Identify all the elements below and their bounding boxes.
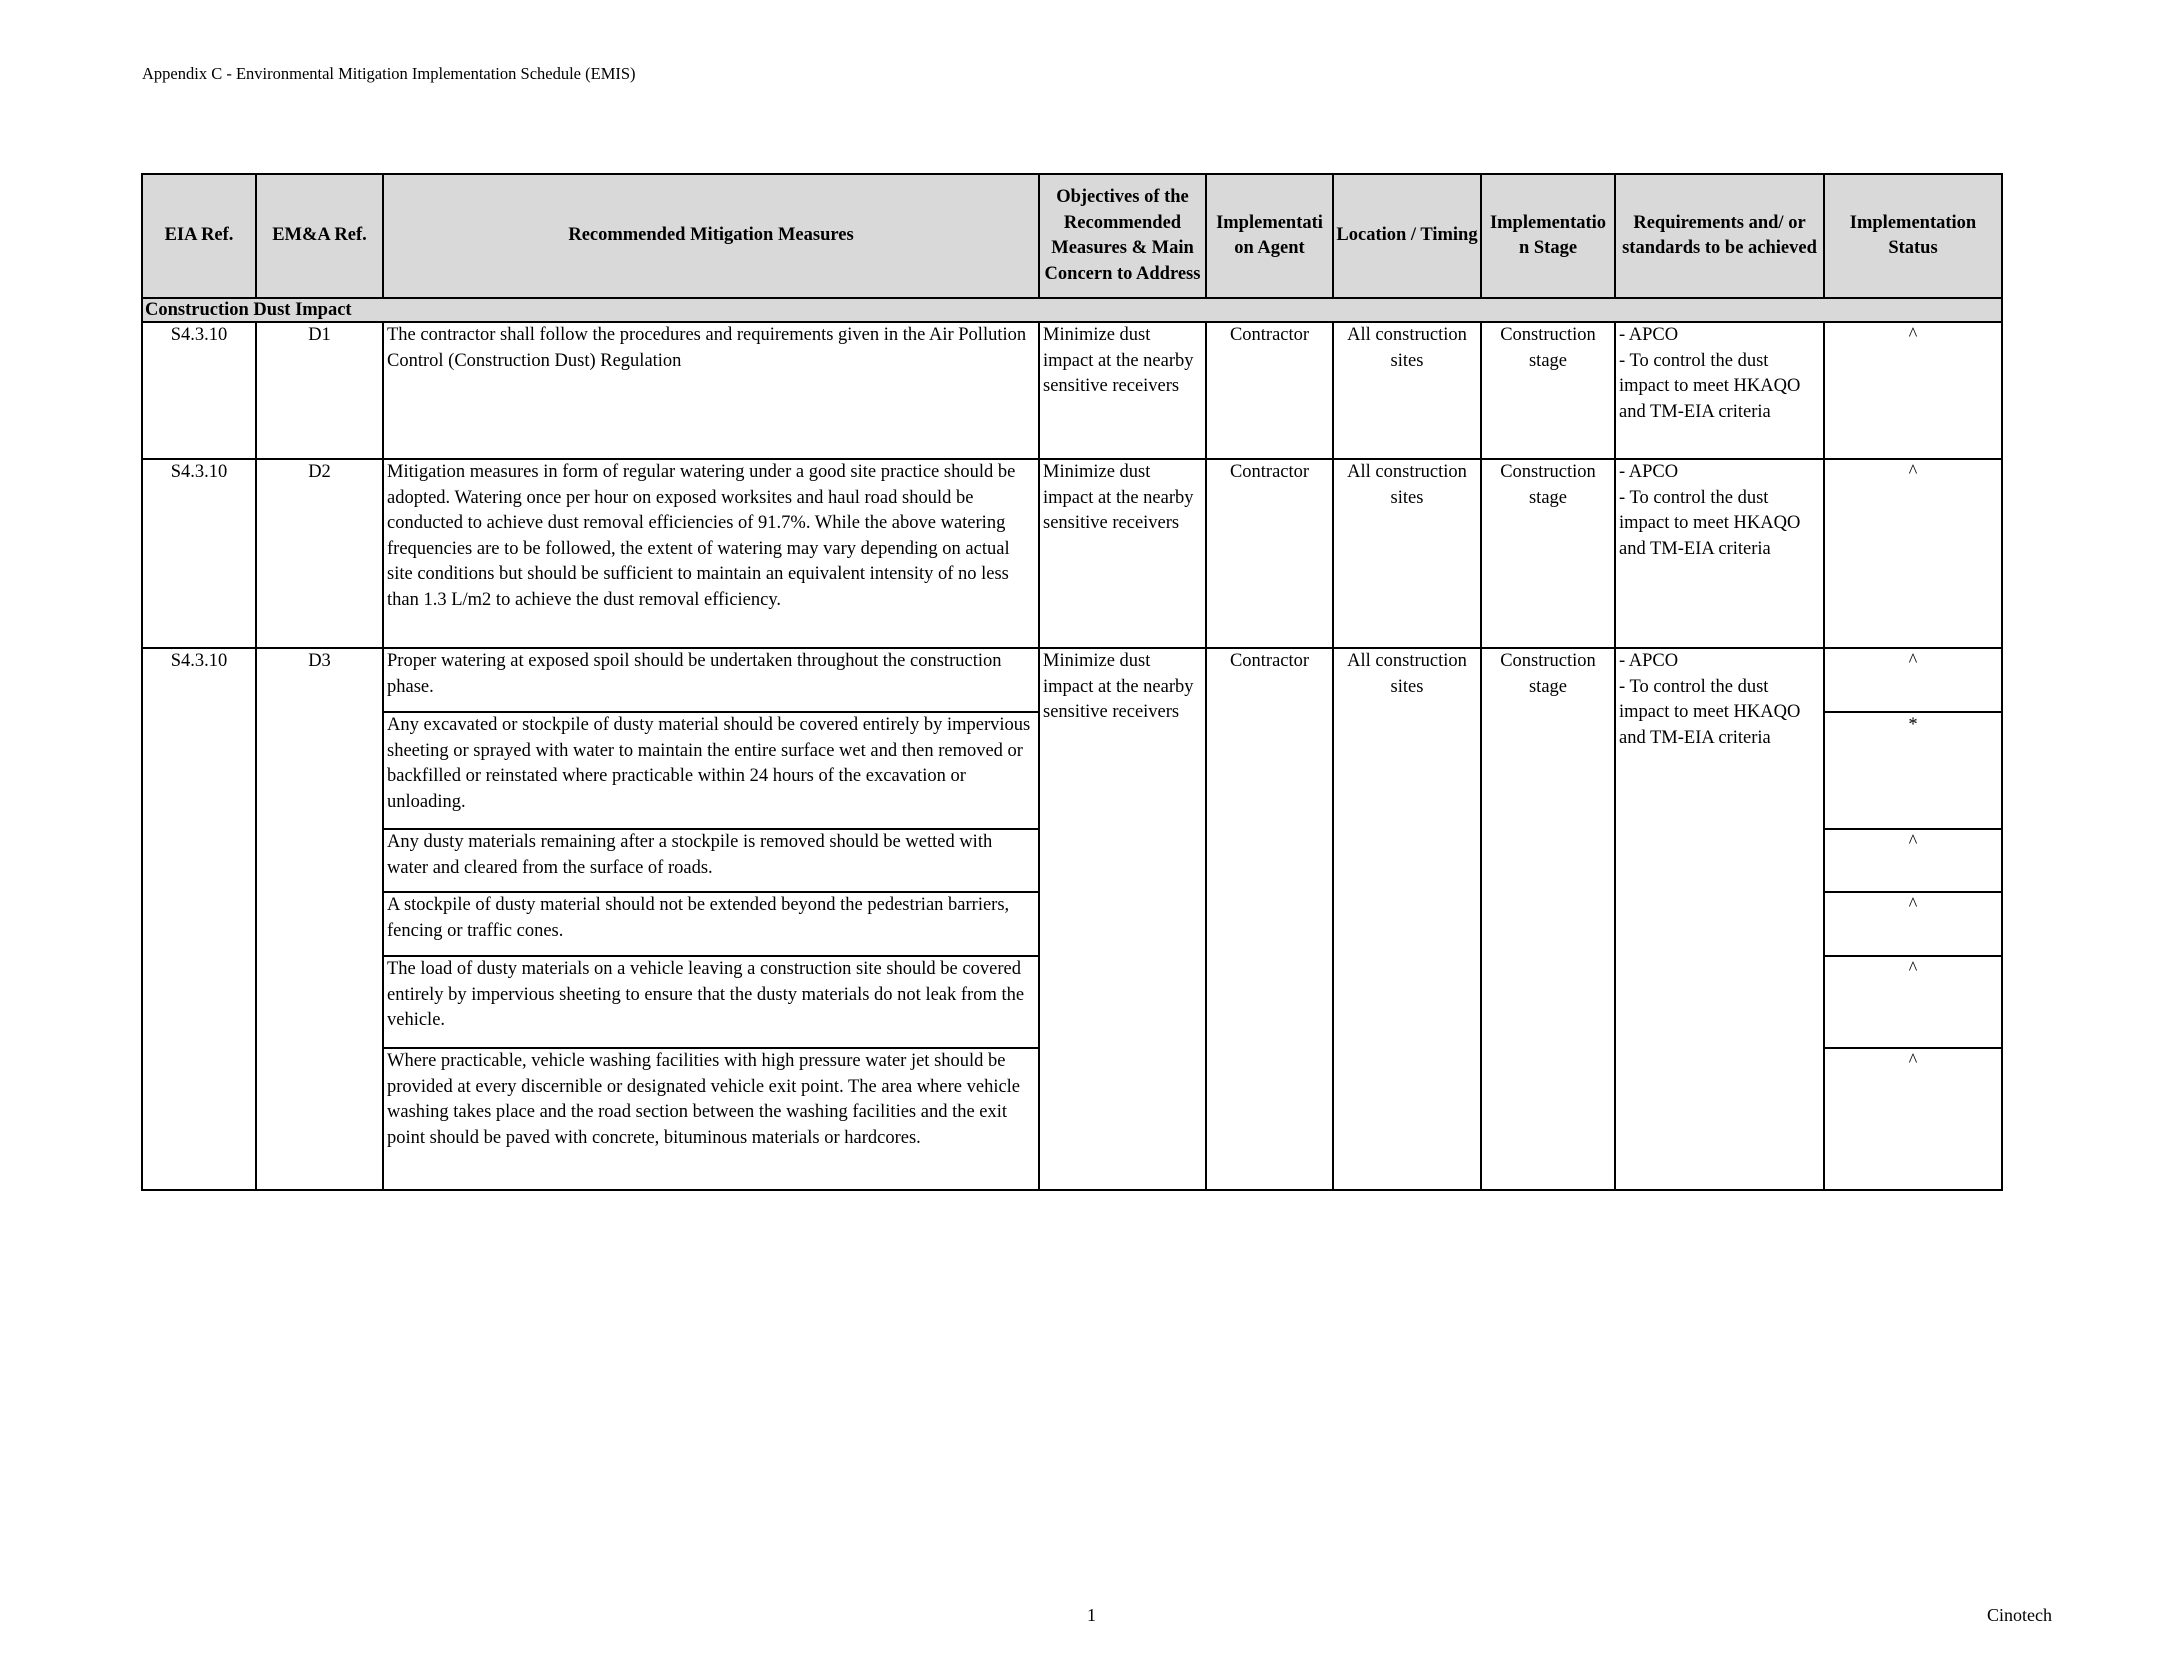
measure-cell: Any excavated or stockpile of dusty material should be covered entirely by impervious sheeting or sprayed with water to maintain the entire surface wet and then removed or backfilled or reinstated where practicable within 24 hours of the excavation or unloading. xyxy=(383,712,1039,829)
requirements-cell: - APCO - To control the dust impact to meet HKAQO and TM-EIA criteria xyxy=(1615,648,1824,1190)
column-header-status: Implementation Status xyxy=(1824,174,2002,298)
stage-cell: Construction stage xyxy=(1481,459,1615,648)
objectives-cell: Minimize dust impact at the nearby sensitive receivers xyxy=(1039,322,1206,459)
stage-cell: Construction stage xyxy=(1481,648,1615,1190)
table-header-row xyxy=(142,174,2002,298)
location-cell: All construction sites xyxy=(1333,648,1481,1190)
location-cell: All construction sites xyxy=(1333,459,1481,648)
ema-ref-cell: D1 xyxy=(256,322,383,459)
agent-cell: Contractor xyxy=(1206,648,1333,1190)
eia-ref-cell: S4.3.10 xyxy=(142,459,256,648)
status-cell: ^ xyxy=(1824,956,2002,1048)
column-header-stage: Implementatio n Stage xyxy=(1481,174,1615,298)
ema-ref-cell: D3 xyxy=(256,648,383,1190)
status-cell: ^ xyxy=(1824,1048,2002,1190)
eia-ref-cell: S4.3.10 xyxy=(142,322,256,459)
status-cell: ^ xyxy=(1824,322,2002,459)
section-title: Construction Dust Impact xyxy=(142,298,2002,322)
column-header-ema-ref: EM&A Ref. xyxy=(256,174,383,298)
stage-cell: Construction stage xyxy=(1481,322,1615,459)
measure-cell: The load of dusty materials on a vehicle leaving a construction site should be covered entirely by impervious sheeting to ensure that the dusty materials do not leak from the vehicle. xyxy=(383,956,1039,1048)
measure-cell: Any dusty materials remaining after a stockpile is removed should be wetted with water and cleared from the surface of roads. xyxy=(383,829,1039,892)
page-number: 1 xyxy=(1087,1605,1096,1625)
objectives-cell: Minimize dust impact at the nearby sensitive receivers xyxy=(1039,459,1206,648)
document-header: Appendix C - Environmental Mitigation Implementation Schedule (EMIS) xyxy=(142,64,636,83)
status-cell: * xyxy=(1824,712,2002,829)
emis-table xyxy=(141,173,2003,1191)
status-cell: ^ xyxy=(1824,829,2002,892)
measure-cell: Where practicable, vehicle washing facilities with high pressure water jet should be provided at every discernible or designated vehicle exit point. The area where vehicle washing takes place and the road section between the washing facilities and the exit point should be paved with concrete, bituminous materials or hardcores. xyxy=(383,1048,1039,1190)
measure-cell: The contractor shall follow the procedures and requirements given in the Air Pollution Control (Construction Dust) Regulation xyxy=(383,322,1039,459)
eia-ref-cell: S4.3.10 xyxy=(142,648,256,1190)
table-row xyxy=(142,648,2002,712)
column-header-requirements: Requirements and/ or standards to be achieved xyxy=(1615,174,1824,298)
requirements-cell: - APCO - To control the dust impact to meet HKAQO and TM-EIA criteria xyxy=(1615,322,1824,459)
ema-ref-cell: D2 xyxy=(256,459,383,648)
location-cell: All construction sites xyxy=(1333,322,1481,459)
measure-cell: Proper watering at exposed spoil should be undertaken throughout the construction phase. xyxy=(383,648,1039,712)
requirements-cell: - APCO - To control the dust impact to meet HKAQO and TM-EIA criteria xyxy=(1615,459,1824,648)
measure-cell: Mitigation measures in form of regular watering under a good site practice should be adopted. Watering once per hour on exposed worksites and haul road should be conducted to achieve dust removal efficiencies of 91.7%. While the above watering frequencies are to be followed, the extent of watering may vary depending on actual site conditions but should be sufficient to maintain an equivalent intensity of no less than 1.3 L/m2 to achieve the dust removal efficiency. xyxy=(383,459,1039,648)
column-header-objectives: Objectives of the Recommended Measures & Main Concern to Address xyxy=(1039,174,1206,298)
status-cell: ^ xyxy=(1824,459,2002,648)
column-header-location: Location / Timing xyxy=(1333,174,1481,298)
agent-cell: Contractor xyxy=(1206,322,1333,459)
status-cell: ^ xyxy=(1824,648,2002,712)
table-row xyxy=(142,322,2002,459)
column-header-eia-ref: EIA Ref. xyxy=(142,174,256,298)
footer-company: Cinotech xyxy=(1987,1605,2052,1625)
column-header-agent: Implementati on Agent xyxy=(1206,174,1333,298)
column-header-measures: Recommended Mitigation Measures xyxy=(383,174,1039,298)
objectives-cell: Minimize dust impact at the nearby sensitive receivers xyxy=(1039,648,1206,1190)
measure-cell: A stockpile of dusty material should not be extended beyond the pedestrian barriers, fencing or traffic cones. xyxy=(383,892,1039,956)
status-cell: ^ xyxy=(1824,892,2002,956)
table-row xyxy=(142,459,2002,648)
section-row xyxy=(142,298,2002,322)
agent-cell: Contractor xyxy=(1206,459,1333,648)
